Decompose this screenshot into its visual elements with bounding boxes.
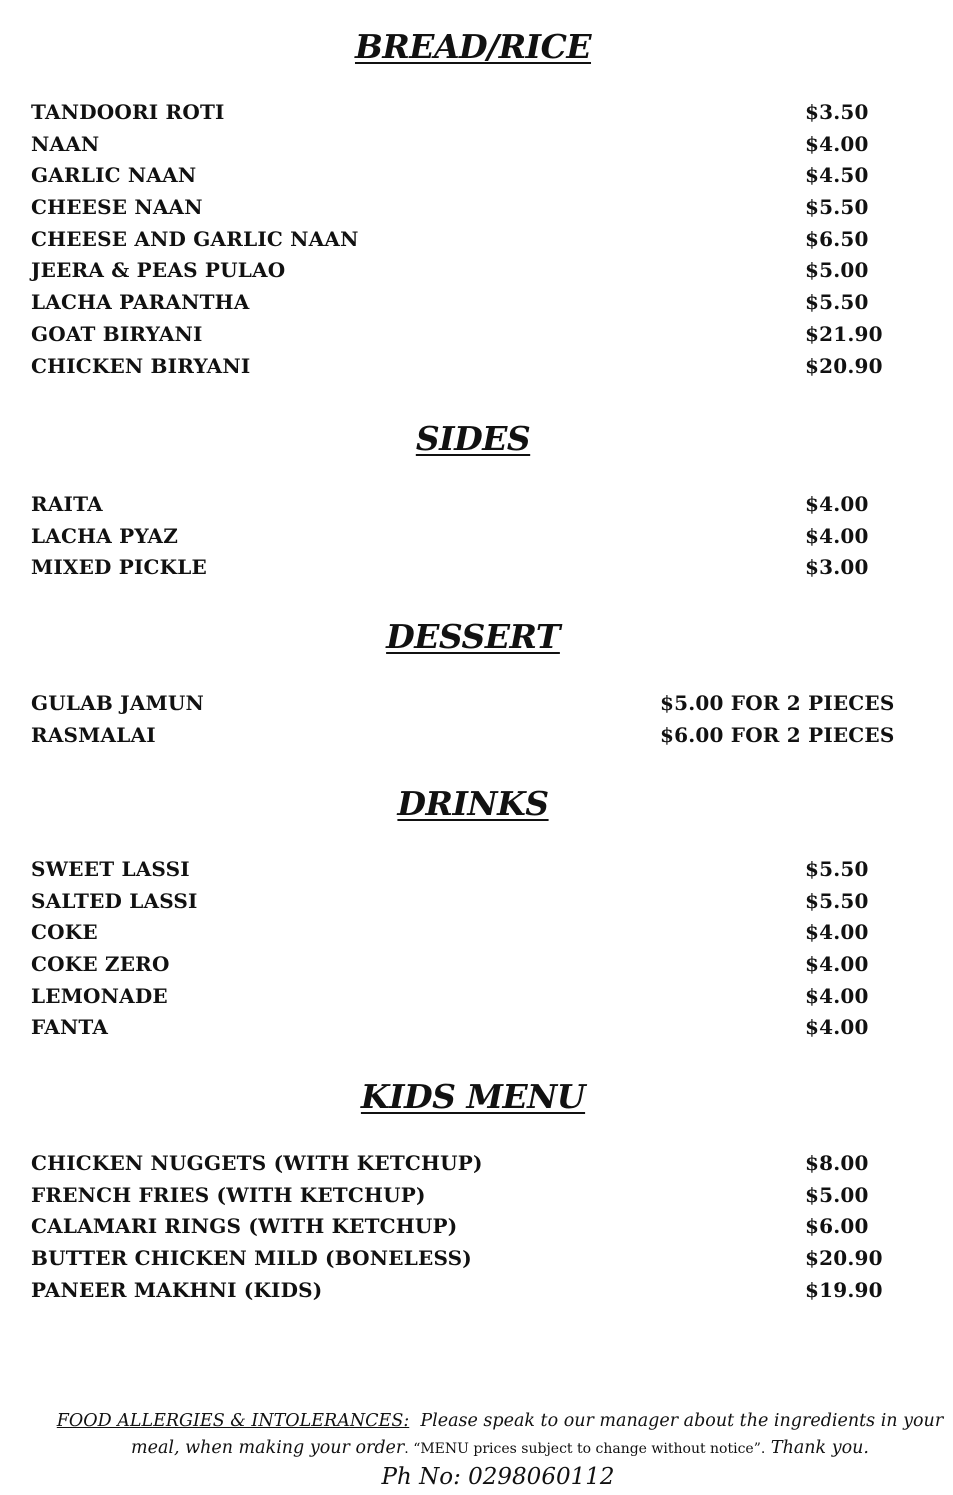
allergy-label: FOOD ALLERGIES & INTOLERANCES:	[56, 1411, 410, 1431]
item-name: FANTA	[31, 1015, 109, 1040]
section-title-bread-rice: BREAD/RICE	[354, 27, 592, 66]
menu-item	[31, 886, 911, 918]
item-name: RAITA	[31, 492, 103, 516]
menu-item	[31, 688, 911, 720]
item-name: SWEET LASSI	[31, 857, 190, 881]
item-price: $6.50	[805, 226, 869, 251]
item-price: $8.00	[805, 1151, 869, 1175]
menu-item	[31, 981, 911, 1013]
item-name: TANDOORI ROTI	[31, 100, 225, 124]
menu-item	[31, 854, 911, 886]
item-price: $3.00	[805, 555, 869, 580]
menu-item	[31, 129, 911, 161]
item-price: $6.00 FOR 2 PIECES	[660, 722, 895, 747]
item-name: RASMALAI	[31, 722, 156, 747]
item-name: LEMONADE	[31, 983, 168, 1008]
menu-item	[31, 949, 911, 981]
item-name: GULAB JAMUN	[31, 691, 205, 715]
item-price: $21.90	[805, 321, 883, 346]
thank-you-text: Thank you.	[770, 1438, 869, 1458]
menu-item	[31, 351, 911, 383]
section-items-bread-rice	[31, 97, 911, 382]
item-name: COKE	[31, 920, 98, 945]
price-change-notice: “MENU prices subject to change without notice”.	[413, 1441, 766, 1457]
item-price: $3.50	[805, 100, 869, 124]
item-price: $19.90	[805, 1277, 883, 1302]
phone-number: Ph No: 0298060112	[381, 1464, 615, 1490]
item-name: JEERA & PEAS PULAO	[31, 258, 286, 283]
item-name: LACHA PARANTHA	[31, 290, 250, 315]
item-name: CALAMARI RINGS (WITH KETCHUP)	[31, 1214, 458, 1239]
menu-item	[31, 1275, 911, 1307]
menu-item	[31, 192, 911, 224]
item-name: CHEESE NAAN	[31, 195, 203, 220]
section-title-sides: SIDES	[415, 419, 531, 458]
section-title-kids-menu: KIDS MENU	[360, 1077, 586, 1116]
item-name: FRENCH FRIES (WITH KETCHUP)	[31, 1182, 426, 1207]
item-price: $4.00	[805, 492, 869, 516]
menu-item	[31, 160, 911, 192]
item-price: $5.00	[805, 1182, 869, 1207]
item-name: GARLIC NAAN	[31, 163, 197, 188]
menu-item	[31, 1211, 911, 1243]
menu-item	[31, 97, 911, 129]
allergy-notice: FOOD ALLERGIES & INTOLERANCES: Please speak to our manager about the ingredients in your meal, when making your order. “MENU prices subject to change without notice”. Thank you.	[56, 1411, 944, 1458]
menu-item	[31, 1148, 911, 1180]
item-name: GOAT BIRYANI	[31, 321, 203, 346]
item-name: CHICKEN BIRYANI	[31, 353, 251, 378]
menu-item	[31, 224, 911, 256]
item-name: NAAN	[31, 131, 100, 156]
menu-item	[31, 489, 911, 521]
menu-item	[31, 552, 911, 584]
menu-item	[31, 255, 911, 287]
item-price: $6.00	[805, 1214, 869, 1239]
menu-item	[31, 720, 911, 752]
menu-item	[31, 1012, 911, 1044]
item-name: PANEER MAKHNI (KIDS)	[31, 1277, 323, 1302]
item-price: $5.50	[805, 195, 869, 220]
item-name: SALTED LASSI	[31, 888, 198, 913]
item-price: $4.00	[805, 920, 869, 945]
menu-item	[31, 917, 911, 949]
item-price: $5.00	[805, 258, 869, 283]
allergy-text-line1: Please speak to our manager about the ingredients in your	[420, 1411, 944, 1431]
section-items-sides	[31, 489, 911, 584]
item-price: $5.50	[805, 857, 869, 881]
item-price: $4.50	[805, 163, 869, 188]
item-price: $5.00 FOR 2 PIECES	[660, 691, 895, 715]
item-name: COKE ZERO	[31, 952, 170, 977]
menu-item	[31, 1180, 911, 1212]
menu-item	[31, 1243, 911, 1275]
section-items-kids-menu	[31, 1148, 911, 1306]
allergy-text-line2: meal, when making your order	[131, 1438, 405, 1458]
menu-item	[31, 287, 911, 319]
section-items-dessert	[31, 688, 911, 751]
item-price: $20.90	[805, 1246, 883, 1271]
menu-item	[31, 319, 911, 351]
item-price: $5.50	[805, 888, 869, 913]
item-name: BUTTER CHICKEN MILD (BONELESS)	[31, 1246, 472, 1271]
item-price: $4.00	[805, 952, 869, 977]
section-title-drinks: DRINKS	[397, 784, 549, 823]
item-name: CHICKEN NUGGETS (WITH KETCHUP)	[31, 1151, 483, 1175]
item-price: $20.90	[805, 353, 883, 378]
section-items-drinks	[31, 854, 911, 1044]
item-name: MIXED PICKLE	[31, 555, 207, 580]
item-name: LACHA PYAZ	[31, 523, 179, 548]
item-price: $4.00	[805, 131, 869, 156]
section-title-dessert: DESSERT	[386, 617, 560, 656]
menu-item	[31, 521, 911, 553]
item-price: $5.50	[805, 290, 869, 315]
item-price: $4.00	[805, 983, 869, 1008]
item-price: $4.00	[805, 1015, 869, 1040]
item-name: CHEESE AND GARLIC NAAN	[31, 226, 359, 251]
item-price: $4.00	[805, 523, 869, 548]
